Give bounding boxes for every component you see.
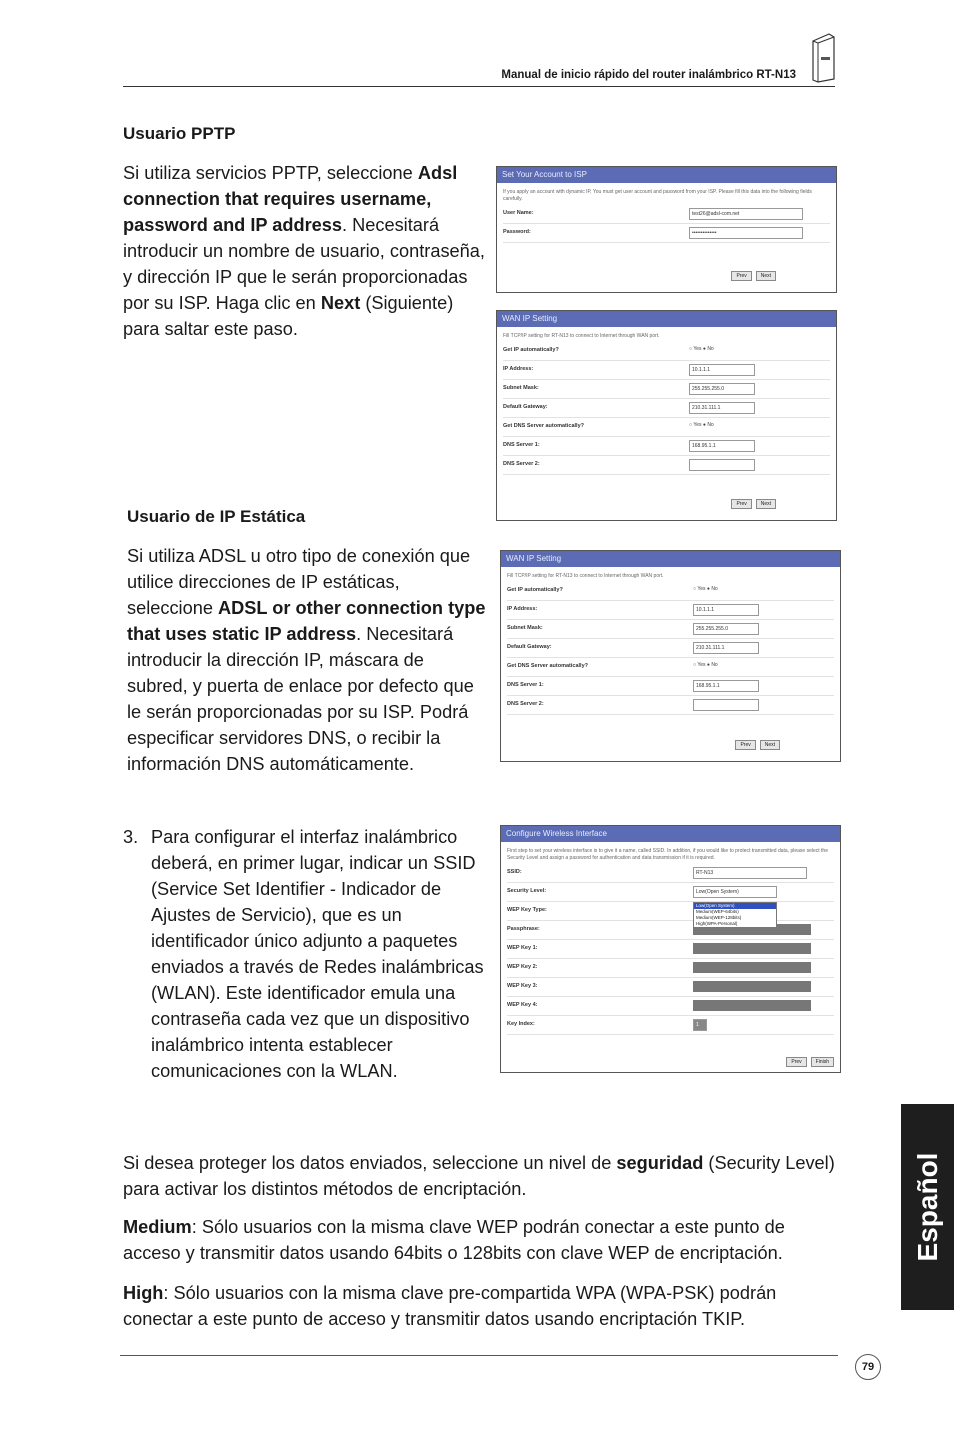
screenshot-wan-ip-1: WAN IP Setting Fill TCP/IP setting for RT-N13 to connect to Internet through WAN port. Get IP automatically? ○ Yes ● No IP Address: 10.1.1.1 Subnet Mask: 255.255.255.0 Default Gateway: 210.31.111.1 Get DNS Server automatically? ○ Yes ● No DNS Server 1: 168.95.1.1 DNS Server 2: Prev Next xyxy=(496,310,837,521)
page-number: 79 xyxy=(855,1354,881,1380)
next-button: Next xyxy=(756,271,776,281)
screenshot-wan-ip-2: WAN IP Setting Fill TCP/IP setting for RT-N13 to connect to Internet through WAN port. Get IP automatically? ○ Yes ● No IP Address: 10.1.1.1 Subnet Mask: 255.255.255.0 Default Gateway: 210.31.111.1 Get DNS Server automatically? ○ Yes ● No DNS Server 1: 168.95.1.1 DNS Server 2: Prev Next xyxy=(500,550,841,762)
security-dropdown: Low(Open System) Medium(WEP-64bits) Medium(WEP-128bits) High(WPA-Personal) xyxy=(693,902,777,928)
pptp-heading: Usuario PPTP xyxy=(123,124,236,143)
panel-title: Set Your Account to ISP xyxy=(497,167,836,183)
pptp-paragraph: Si utiliza servicios PPTP, seleccione Adsl connection that requires username, password and IP address. Necesitará introducir un nombre de usuario, contraseña, y dirección IP que le serán proporcionadas por su ISP. Haga clic en Next (Siguiente) para saltar este paso. xyxy=(123,163,485,339)
static-paragraph: Si utiliza ADSL u otro tipo de conexión que utilice direcciones de IP estáticas, seleccione ADSL or other connection type that uses static IP address. Necesitará introducir la dirección IP, máscara de subred, y puerta de enlace por defecto que le serán proporcionadas por su ISP. Podrá especificar servidores DNS, o recibir la información DNS automáticamente. xyxy=(127,546,486,774)
screenshot-isp-account: Set Your Account to ISP If you apply an account with dynamic IP, You must get user account and password from your ISP. Please fill this data into the following fields carefully. User Name: test26@adsl-com.net Password: •••••••••••••• Prev Next xyxy=(496,166,837,293)
screenshot-wireless: Configure Wireless Interface First step to set your wireless interface is to give it a name, called SSID. In addition, if you would like to protect transmitted data, please select the Security Level and assign a password for authentication and data transmission if it is required. SSID: RT-N13 Security Level: Low(Open System) WEP Key Type: Low(Open System) Medium(WEP-64bits) Medium(WEP-128bits) High(WPA-Personal) Passphrase: WEP Key 1: WEP Key 2: WEP Key 3: WEP Key 4: Key Index: 1 Prev Finish xyxy=(500,825,841,1073)
static-heading: Usuario de IP Estática xyxy=(127,507,306,526)
prev-button: Prev xyxy=(731,271,751,281)
high-paragraph: High: Sólo usuarios con la misma clave pre-compartida WPA (WPA-PSK) podrán conectar a este punto de acceso y transmitir datos usando encriptación TKIP. xyxy=(123,1283,777,1329)
footer-rule xyxy=(120,1355,838,1356)
step-number: 3. xyxy=(123,827,139,847)
header-title: Manual de inicio rápido del router inalámbrico RT-N13 xyxy=(501,69,796,81)
step3-paragraph: Para configurar el interfaz inalámbrico deberá, en primer lugar, indicar un SSID (Service Set Identifier - Indicador de Ajustes de Servicio), que es un identificador único adjunto a paquetes enviados a través de Redes inalámbricas (WLAN). Este identificador emula una contraseña cada vez que un dispositivo inalámbrico intenta establecer comunicaciones con la WLAN. xyxy=(151,827,484,1081)
security-paragraph: Si desea proteger los datos enviados, seleccione un nivel de seguridad (Security Level) para activar los distintos métodos de encriptación. xyxy=(123,1153,835,1199)
language-tab: Español xyxy=(901,1104,954,1310)
medium-paragraph: Medium: Sólo usuarios con la misma clave WEP podrán conectar a este punto de acceso y transmitir datos usando 64bits o 128bits con clave WEP de encriptación. xyxy=(123,1217,785,1263)
header-rule xyxy=(123,86,835,87)
router-icon xyxy=(810,31,836,83)
